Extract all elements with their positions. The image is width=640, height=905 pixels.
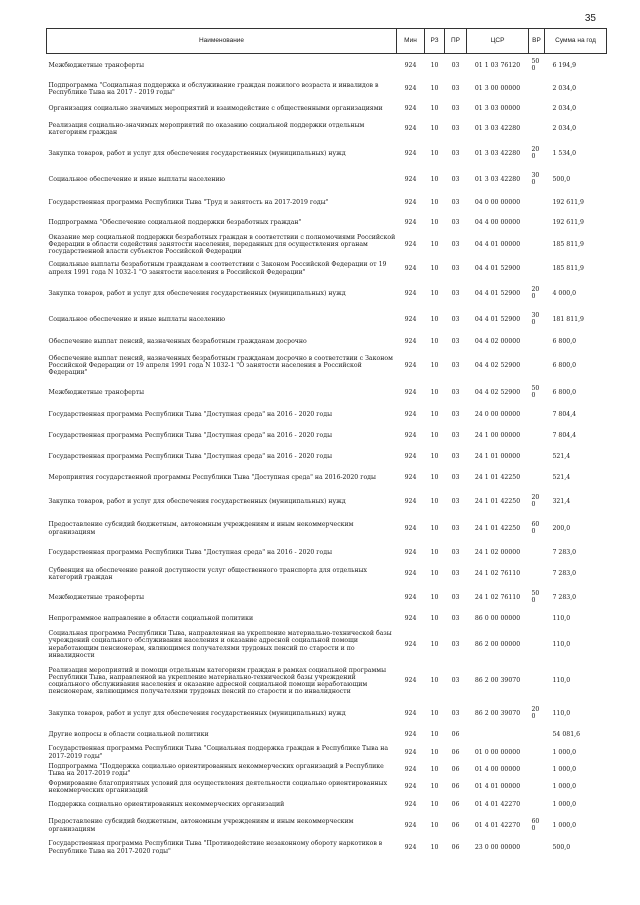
row-csr: 24 1 01 42250 [474,524,521,532]
row-csr: 01 4 01 42270 [474,821,521,829]
row-sum: 192 611,9 [552,218,584,226]
header-name: Наименование [47,29,397,54]
row-rz: 10 [430,125,439,133]
row-sum: 110,0 [552,614,571,622]
row-sum: 1 534,0 [552,149,577,157]
table-row [47,141,607,167]
table-row [47,307,607,333]
row-min: 924 [404,783,417,791]
header-min: Мин [397,29,425,54]
row-min: 924 [404,218,417,226]
table-row [47,701,607,727]
row-min: 924 [404,198,417,206]
row-sum: 1 000,0 [552,748,577,756]
row-min: 924 [404,62,417,70]
row-pr: 06 [451,766,460,774]
row-min: 924 [404,125,417,133]
row-csr: 01 4 01 00000 [474,783,521,791]
row-rz: 10 [430,198,439,206]
row-csr: 04 0 00 00000 [474,198,521,206]
row-vr [529,447,545,468]
row-name: Реализация социально-значимых мероприятий по оказанию социальной поддержки отдельным категориям граждан [48,121,365,136]
row-name: Закупка товаров, работ и услуг для обеспечения государственных (муниципальных) нужд [48,289,346,297]
row-sum: 7 804,4 [552,411,577,419]
row-name: Закупка товаров, работ и услуг для обеспечения государственных (муниципальных) нужд [48,497,346,505]
table-row [47,233,607,257]
row-min: 924 [404,361,417,369]
row-name: Государственная программа Республики Тыва "Доступная среда" на 2016 - 2020 годы [48,453,332,461]
row-vr: 20 0 [531,705,540,720]
row-rz: 10 [430,843,439,851]
table-row [47,762,607,779]
row-pr: 03 [451,105,460,113]
row-rz: 10 [430,731,439,739]
row-rz: 10 [430,570,439,578]
table-row [47,468,607,489]
row-csr: 24 1 02 00000 [474,548,521,556]
row-sum: 6 800,0 [552,361,577,369]
row-min: 924 [404,432,417,440]
row-vr: 50 0 [531,589,540,604]
row-min: 924 [404,105,417,113]
row-vr [529,233,545,257]
row-min: 924 [404,677,417,685]
row-sum: 6 800,0 [552,337,577,345]
row-csr: 04 4 02 52900 [474,388,521,396]
row-sum: 110,0 [552,677,571,685]
row-min: 924 [404,843,417,851]
row-sum: 1 000,0 [552,766,577,774]
row-rz: 10 [430,800,439,808]
table-row [47,351,607,381]
row-pr: 03 [451,593,460,601]
row-rz: 10 [430,548,439,556]
row-vr [529,405,545,426]
row-rz: 10 [430,411,439,419]
row-csr: 01 0 00 00000 [474,748,521,756]
row-min: 924 [404,411,417,419]
row-rz: 10 [430,264,439,272]
row-vr: 60 0 [531,817,540,832]
row-csr: 24 1 02 76110 [474,570,521,578]
row-min: 924 [404,766,417,774]
header-rz: РЗ [425,29,445,54]
row-name: Государственная программа Республики Тыва "Противодействие незаконному обороту наркотиков в Республике Тыва на 2017-2020 годы" [48,840,383,855]
row-csr: 24 0 00 00000 [474,411,521,419]
row-name: Подпрограмма "Поддержка социально ориентированных некоммерческих организаций в Республике Тыва на 2017-2019 годы" [48,762,384,777]
row-pr: 03 [451,85,460,93]
table-row [47,333,607,351]
row-min: 924 [404,548,417,556]
row-pr: 03 [451,175,460,183]
row-min: 924 [404,388,417,396]
row-vr [529,543,545,563]
row-vr [529,610,545,628]
row-sum: 7 804,4 [552,432,577,440]
row-csr: 01 4 00 00000 [474,766,521,774]
row-pr: 03 [451,218,460,226]
row-pr: 06 [451,800,460,808]
row-min: 924 [404,524,417,532]
row-sum: 7 283,0 [552,548,577,556]
table-row [47,838,607,858]
row-rz: 10 [430,821,439,829]
row-rz: 10 [430,766,439,774]
row-sum: 500,0 [552,175,571,183]
row-sum: 4 000,0 [552,289,577,297]
row-sum: 521,4 [552,474,571,482]
row-pr: 03 [451,62,460,70]
row-vr [529,193,545,213]
row-name: Предоставление субсидий бюджетным, автономным учреждениям и иным некоммерческим организациям [48,818,354,833]
row-name: Социальное обеспечение и иные выплаты населению [48,315,226,323]
row-csr: 24 1 01 42250 [474,497,521,505]
row-min: 924 [404,821,417,829]
row-csr: 04 4 02 00000 [474,337,521,345]
table-row [47,193,607,213]
row-csr: 24 1 02 76110 [474,593,521,601]
row-pr: 03 [451,614,460,622]
table-row [47,381,607,405]
row-min: 924 [404,175,417,183]
row-rz: 10 [430,289,439,297]
row-name: Межбюджетные трансферты [48,62,145,70]
row-pr: 03 [451,125,460,133]
table-row [47,563,607,586]
page-number: 35 [584,13,596,24]
row-min: 924 [404,240,417,248]
row-sum: 54 081,6 [552,731,581,739]
row-vr [529,351,545,381]
row-csr: 24 1 01 00000 [474,453,521,461]
row-vr: 20 0 [531,145,540,160]
row-name: Мероприятия государственной программы Республики Тыва "Доступная среда" на 2016-2020 годы [48,474,376,482]
row-vr [529,662,545,701]
row-pr: 03 [451,264,460,272]
row-pr: 06 [451,821,460,829]
row-vr: 50 0 [531,57,540,72]
row-min: 924 [404,474,417,482]
row-rz: 10 [430,677,439,685]
row-name: Государственная программа Республики Тыва "Доступная среда" на 2016 - 2020 годы [48,432,332,440]
row-rz: 10 [430,497,439,505]
row-vr [529,779,545,796]
row-csr: 01 3 03 42280 [474,149,521,157]
row-sum: 110,0 [552,640,571,648]
table-row [47,167,607,193]
row-csr: 04 4 00 00000 [474,218,521,226]
row-csr: 86 2 00 39070 [474,677,521,685]
row-rz: 10 [430,453,439,461]
row-pr: 03 [451,474,460,482]
table-row [47,257,607,281]
row-sum: 500,0 [552,843,571,851]
row-rz: 10 [430,709,439,717]
row-rz: 10 [430,783,439,791]
row-min: 924 [404,497,417,505]
row-pr: 03 [451,497,460,505]
row-pr: 03 [451,570,460,578]
row-min: 924 [404,640,417,648]
table-row [47,662,607,701]
header-vr: ВР [529,29,545,54]
row-vr [529,762,545,779]
row-name: Государственная программа Республики Тыва "Доступная среда" на 2016 - 2020 годы [48,548,332,556]
row-sum: 2 034,0 [552,85,577,93]
row-name: Формирование благоприятных условий для осуществления деятельности социально ориентированных некоммерческих организаций [48,779,388,794]
row-vr [529,468,545,489]
row-name: Другие вопросы в области социальной политики [48,731,209,739]
row-csr: 01 3 00 00000 [474,85,521,93]
row-csr: 01 3 03 00000 [474,105,521,113]
row-csr: 01 3 03 42280 [474,125,521,133]
row-vr [529,563,545,586]
table-row [47,628,607,662]
row-sum: 7 283,0 [552,570,577,578]
row-pr: 03 [451,548,460,556]
table-header [47,29,607,54]
row-name: Социальное обеспечение и иные выплаты населению [48,175,226,183]
row-pr: 03 [451,198,460,206]
row-csr: 01 4 01 42270 [474,800,521,808]
row-name: Закупка товаров, работ и услуг для обеспечения государственных (муниципальных) нужд [48,709,346,717]
row-name: Подпрограмма "Обеспечение социальной поддержки безработных граждан" [48,218,302,226]
row-rz: 10 [430,62,439,70]
row-vr [529,838,545,858]
table-row [47,118,607,141]
row-name: Организация социально значимых мероприятий и взаимодействие с общественными организациями [48,105,383,113]
row-sum: 110,0 [552,709,571,717]
table-row [47,543,607,563]
header-csr: ЦСР [467,29,529,54]
table-row [47,405,607,426]
row-name: Оказание мер социальной поддержки безработных граждан в соответствии с полномочиями Российской Федерации в области содействия занятости населения, переданных для осуществления органам государственной власти субъектов Российской Федерации [48,233,396,256]
row-vr [529,213,545,233]
row-csr: 04 4 01 52900 [474,289,521,297]
row-rz: 10 [430,218,439,226]
row-pr: 06 [451,731,460,739]
row-rz: 10 [430,614,439,622]
table-row [47,54,607,78]
row-name: Подпрограмма "Социальная поддержка и обслуживание граждан пожилого возраста и инвалидов в Республике Тыва на 2017 - 2019 годы" [48,81,379,96]
row-sum: 6 800,0 [552,388,577,396]
row-name: Реализация мероприятий и помощи отдельным категориям граждан в рамках социальной программы Республики Тыва, направленной на укрепление материально-технической базы учреждений социального обслуживания населения и оказание адресной социальной помощи неработающим пенсионерам, являющимся получателями трудовых пенсий по старости и по инвалидности [48,666,387,696]
row-min: 924 [404,85,417,93]
row-sum: 2 034,0 [552,105,577,113]
row-vr [529,78,545,101]
row-csr: 23 0 00 00000 [474,843,521,851]
row-pr: 03 [451,640,460,648]
row-csr: 04 4 01 00000 [474,240,521,248]
row-vr [529,118,545,141]
row-pr: 03 [451,432,460,440]
row-sum: 1 000,0 [552,783,577,791]
row-sum: 521,4 [552,453,571,461]
row-csr: 01 1 03 76120 [474,62,521,70]
row-rz: 10 [430,175,439,183]
row-pr: 06 [451,748,460,756]
table-row [47,779,607,796]
table-row [47,447,607,468]
row-min: 924 [404,593,417,601]
table-row [47,426,607,447]
row-vr [529,426,545,447]
row-rz: 10 [430,361,439,369]
row-name: Межбюджетные трансферты [48,593,145,601]
row-csr: 86 2 00 00000 [474,640,521,648]
row-name: Субвенция на обеспечение равной доступности услуг общественного транспорта для отдельных категорий граждан [48,566,368,581]
row-csr [467,727,529,744]
table-row [47,796,607,814]
row-rz: 10 [430,315,439,323]
row-pr: 03 [451,709,460,717]
row-rz: 10 [430,593,439,601]
row-pr: 03 [451,289,460,297]
header-sum: Сумма на год [545,29,607,54]
row-name: Обеспечение выплат пенсий, назначенных безработным гражданам досрочно в соответствии с Законом Российской Федерации от 19 апреля 1991 года N 1032-1 "О занятости населения в Российской Федерации" [48,354,393,377]
row-pr: 03 [451,411,460,419]
row-csr: 04 4 02 52900 [474,361,521,369]
row-pr: 03 [451,524,460,532]
table-row [47,78,607,101]
table-row [47,744,607,762]
row-sum: 200,0 [552,524,571,532]
row-rz: 10 [430,85,439,93]
row-min: 924 [404,315,417,323]
row-min: 924 [404,289,417,297]
table-row [47,515,607,543]
row-name: Межбюджетные трансферты [48,388,145,396]
row-vr [529,796,545,814]
row-sum: 7 283,0 [552,593,577,601]
row-min: 924 [404,731,417,739]
row-sum: 321,4 [552,497,571,505]
row-min: 924 [404,264,417,272]
row-vr [529,744,545,762]
row-vr: 30 0 [531,171,540,186]
row-rz: 10 [430,474,439,482]
row-rz: 10 [430,105,439,113]
row-pr: 03 [451,677,460,685]
row-pr: 03 [451,240,460,248]
table-row [47,281,607,307]
row-name: Социальная программа Республики Тыва, направленная на укрепление материально-технической базы учреждений социального обслуживания населения и оказание адресной социальной помощи неработающим пенсионерам, являющимся получателями трудовых пенсий по старости и по инвалидности [48,630,392,659]
row-name: Непрограммное направление в области социальной политики [48,614,254,622]
row-vr [529,727,545,744]
row-csr: 86 2 00 39070 [474,709,521,717]
row-pr: 06 [451,783,460,791]
row-min: 924 [404,570,417,578]
row-vr: 60 0 [531,520,540,535]
table-row [47,213,607,233]
row-name: Государственная программа Республики Тыва "Доступная среда" на 2016 - 2020 годы [48,411,332,419]
row-pr: 03 [451,315,460,323]
row-vr: 30 0 [531,311,540,326]
row-min: 924 [404,800,417,808]
row-min: 924 [404,337,417,345]
row-csr: 24 1 00 00000 [474,432,521,440]
row-csr: 04 4 01 52900 [474,264,521,272]
table-row [47,586,607,610]
table-row [47,489,607,515]
table-row [47,727,607,744]
budget-table [46,28,607,858]
row-min: 924 [404,149,417,157]
row-pr: 03 [451,361,460,369]
row-pr: 03 [451,149,460,157]
row-vr [529,333,545,351]
row-name: Поддержка социально ориентированных некоммерческих организаций [48,800,285,808]
row-rz: 10 [430,432,439,440]
table-row [47,610,607,628]
row-min: 924 [404,453,417,461]
row-vr: 20 0 [531,285,540,300]
row-rz: 10 [430,240,439,248]
row-csr: 01 3 03 42280 [474,175,521,183]
row-vr: 20 0 [531,493,540,508]
row-sum: 185 811,9 [552,264,584,272]
row-name: Предоставление субсидий бюджетным, автономным учреждениям и иным некоммерческим организациям [48,521,354,536]
table-row [47,101,607,118]
row-csr: 24 1 01 42250 [474,474,521,482]
row-sum: 192 611,9 [552,198,584,206]
row-vr [529,101,545,118]
table-body [47,54,607,858]
row-sum: 6 194,9 [552,62,577,70]
table-row [47,814,607,838]
row-csr: 86 0 00 00000 [474,614,521,622]
row-sum: 2 034,0 [552,125,577,133]
row-vr [529,628,545,662]
row-sum: 185 811,9 [552,240,584,248]
row-rz: 10 [430,524,439,532]
row-name: Обеспечение выплат пенсий, назначенных безработным гражданам досрочно [48,337,307,345]
row-pr: 03 [451,453,460,461]
row-min: 924 [404,709,417,717]
row-name: Государственная программа Республики Тыва "Социальная поддержка граждан в Республике Тыва на 2017-2019 годы" [48,745,389,760]
row-sum: 181 811,9 [552,315,584,323]
row-name: Закупка товаров, работ и услуг для обеспечения государственных (муниципальных) нужд [48,149,346,157]
row-rz: 10 [430,640,439,648]
row-rz: 10 [430,149,439,157]
row-sum: 1 000,0 [552,821,577,829]
row-pr: 06 [451,843,460,851]
row-csr: 04 4 01 52900 [474,315,521,323]
row-min: 924 [404,748,417,756]
row-rz: 10 [430,337,439,345]
row-rz: 10 [430,388,439,396]
header-pr: ПР [445,29,467,54]
row-sum: 1 000,0 [552,800,577,808]
row-min: 924 [404,614,417,622]
row-name: Социальные выплаты безработным гражданам в соответствии с Законом Российской Федерации от 19 апреля 1991 года N 1032-1 "О занятости населения в Российской Федерации" [48,261,387,276]
row-vr [529,257,545,281]
row-pr: 03 [451,388,460,396]
row-pr: 03 [451,337,460,345]
row-name: Государственная программа Республики Тыва "Труд и занятость на 2017-2019 годы" [48,198,329,206]
row-vr: 50 0 [531,384,540,399]
row-rz: 10 [430,748,439,756]
